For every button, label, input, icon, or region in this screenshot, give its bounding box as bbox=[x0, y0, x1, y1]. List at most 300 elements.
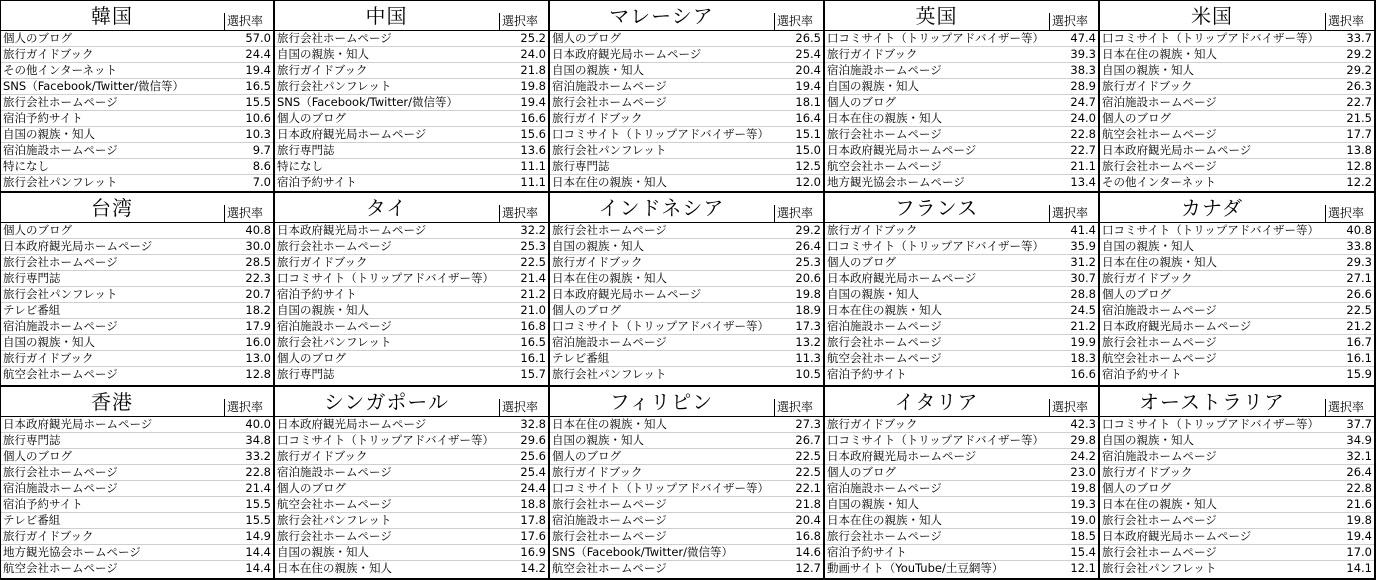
info-source-name: 自国の親族・知人 bbox=[552, 63, 644, 77]
info-source-list bbox=[275, 31, 548, 191]
selection-rate-value: 19.4 bbox=[520, 95, 546, 109]
selection-rate-value: 18.2 bbox=[245, 303, 271, 317]
country-panel bbox=[550, 387, 825, 580]
selection-rate-header: 選択率 bbox=[1325, 205, 1374, 222]
panel-header bbox=[550, 193, 823, 223]
table-row bbox=[1100, 367, 1374, 383]
table-row bbox=[550, 351, 823, 367]
selection-rate-value: 16.4 bbox=[795, 111, 821, 125]
table-row bbox=[1100, 111, 1374, 127]
selection-rate-value: 24.2 bbox=[1070, 449, 1096, 463]
selection-rate-value: 34.8 bbox=[245, 433, 271, 447]
country-panel bbox=[1100, 193, 1376, 387]
info-source-name: 宿泊施設ホームページ bbox=[277, 465, 392, 479]
table-row bbox=[1100, 175, 1374, 191]
table-row bbox=[275, 127, 548, 143]
table-row bbox=[1100, 513, 1374, 529]
selection-rate-value: 14.6 bbox=[795, 545, 821, 559]
selection-rate-value: 24.7 bbox=[1070, 95, 1096, 109]
panel-header bbox=[1, 1, 273, 31]
country-title: 英国 bbox=[915, 4, 958, 28]
selection-rate-value: 18.5 bbox=[1070, 529, 1096, 543]
country-panel bbox=[275, 193, 550, 387]
selection-rate-value: 14.4 bbox=[245, 545, 271, 559]
selection-rate-value: 10.5 bbox=[795, 367, 821, 381]
selection-rate-value: 17.6 bbox=[520, 529, 546, 543]
selection-rate-value: 25.3 bbox=[520, 239, 546, 253]
info-source-name: 特になし bbox=[3, 159, 49, 173]
country-title: フィリピン bbox=[609, 390, 714, 414]
info-source-name: 旅行会社ホームページ bbox=[277, 31, 392, 45]
selection-rate-value: 12.8 bbox=[245, 367, 271, 381]
selection-rate-value: 16.1 bbox=[520, 351, 546, 365]
table-row bbox=[1, 465, 273, 481]
info-source-name: 宿泊予約サイト bbox=[3, 497, 83, 511]
info-source-name: 日本在住の親族・知人 bbox=[827, 111, 942, 125]
info-source-name: 宿泊施設ホームページ bbox=[827, 63, 942, 77]
info-source-name: 特になし bbox=[277, 159, 323, 173]
selection-rate-value: 22.5 bbox=[520, 255, 546, 269]
table-row bbox=[275, 287, 548, 303]
info-source-name: 旅行会社ホームページ bbox=[277, 239, 392, 253]
selection-rate-value: 16.6 bbox=[520, 111, 546, 125]
selection-rate-value: 34.9 bbox=[1346, 433, 1372, 447]
table-row bbox=[550, 255, 823, 271]
info-source-name: 旅行会社ホームページ bbox=[827, 335, 942, 349]
table-row bbox=[1100, 127, 1374, 143]
info-source-name: 日本在住の親族・知人 bbox=[827, 513, 942, 527]
table-row bbox=[825, 31, 1098, 47]
panel-header bbox=[1, 387, 273, 417]
info-source-name: 旅行会社ホームページ bbox=[3, 255, 118, 269]
table-row bbox=[275, 63, 548, 79]
selection-rate-value: 26.5 bbox=[795, 31, 821, 45]
info-source-name: 個人のブログ bbox=[277, 351, 346, 365]
selection-rate-value: 13.4 bbox=[1070, 175, 1096, 189]
country-panel bbox=[0, 387, 275, 580]
selection-rate-value: 15.4 bbox=[1070, 545, 1096, 559]
table-row bbox=[1, 271, 273, 287]
info-source-name: 個人のブログ bbox=[1102, 481, 1171, 495]
country-panel bbox=[1100, 0, 1376, 193]
info-source-name: 旅行ガイドブック bbox=[1102, 79, 1193, 93]
panel-header bbox=[1100, 193, 1374, 223]
selection-rate-header: 選択率 bbox=[499, 13, 548, 30]
info-source-name: 宿泊予約サイト bbox=[3, 111, 83, 125]
table-row bbox=[1100, 481, 1374, 497]
selection-rate-value: 24.4 bbox=[520, 481, 546, 495]
selection-rate-value: 15.1 bbox=[795, 127, 821, 141]
table-row bbox=[825, 223, 1098, 239]
info-source-name: 自国の親族・知人 bbox=[552, 433, 644, 447]
selection-rate-header: 選択率 bbox=[1049, 205, 1098, 222]
table-row bbox=[1100, 303, 1374, 319]
country-panel bbox=[550, 193, 825, 387]
info-source-name: 個人のブログ bbox=[1102, 111, 1171, 125]
selection-rate-value: 30.0 bbox=[245, 239, 271, 253]
info-source-name: 口コミサイト（トリップアドバイザー等） bbox=[552, 481, 770, 495]
info-source-name: 旅行会社パンフレット bbox=[277, 79, 392, 93]
info-source-name: 旅行ガイドブック bbox=[552, 465, 643, 479]
selection-rate-value: 29.2 bbox=[1346, 63, 1372, 77]
table-row bbox=[825, 529, 1098, 545]
table-row bbox=[1100, 255, 1374, 271]
info-source-name: 旅行会社パンフレット bbox=[277, 335, 392, 349]
table-row bbox=[1, 287, 273, 303]
selection-rate-value: 16.6 bbox=[1070, 367, 1096, 381]
info-source-name: 宿泊施設ホームページ bbox=[552, 79, 667, 93]
selection-rate-value: 22.5 bbox=[795, 449, 821, 463]
table-row bbox=[1, 497, 273, 513]
table-row bbox=[825, 433, 1098, 449]
selection-rate-value: 38.3 bbox=[1070, 63, 1096, 77]
info-source-name: 自国の親族・知人 bbox=[827, 287, 919, 301]
table-row bbox=[275, 545, 548, 561]
panel-header bbox=[825, 193, 1098, 223]
table-row bbox=[550, 271, 823, 287]
selection-rate-value: 20.7 bbox=[245, 287, 271, 301]
panel-header bbox=[825, 387, 1098, 417]
table-row bbox=[275, 417, 548, 433]
info-source-name: その他インターネット bbox=[3, 63, 117, 77]
selection-rate-value: 15.6 bbox=[520, 127, 546, 141]
selection-rate-value: 19.0 bbox=[1070, 513, 1096, 527]
info-source-name: テレビ番組 bbox=[552, 351, 610, 365]
info-source-name: 日本在住の親族・知人 bbox=[827, 303, 942, 317]
table-row bbox=[825, 561, 1098, 577]
info-source-name: 日本政府観光局ホームページ bbox=[277, 223, 427, 237]
info-source-name: 旅行専門誌 bbox=[552, 159, 610, 173]
table-row bbox=[1, 303, 273, 319]
selection-rate-value: 33.8 bbox=[1346, 239, 1372, 253]
table-row bbox=[825, 111, 1098, 127]
selection-rate-value: 25.2 bbox=[520, 31, 546, 45]
info-source-name: 個人のブログ bbox=[827, 465, 896, 479]
selection-rate-value: 14.2 bbox=[520, 561, 546, 575]
table-row bbox=[275, 481, 548, 497]
info-source-name: 日本在住の親族・知人 bbox=[552, 175, 667, 189]
selection-rate-value: 19.8 bbox=[1346, 513, 1372, 527]
info-source-name: 旅行ガイドブック bbox=[827, 223, 918, 237]
table-row bbox=[550, 175, 823, 191]
table-row bbox=[275, 319, 548, 335]
selection-rate-value: 28.5 bbox=[245, 255, 271, 269]
info-source-name: 航空会社ホームページ bbox=[552, 561, 667, 575]
info-source-name: 旅行ガイドブック bbox=[277, 255, 368, 269]
selection-rate-value: 26.6 bbox=[1346, 287, 1372, 301]
table-row bbox=[275, 561, 548, 577]
selection-rate-value: 13.2 bbox=[795, 335, 821, 349]
selection-rate-value: 14.9 bbox=[245, 529, 271, 543]
info-source-name: 口コミサイト（トリップアドバイザー等） bbox=[552, 127, 770, 141]
info-source-list bbox=[825, 31, 1098, 191]
table-row bbox=[275, 95, 548, 111]
selection-rate-value: 19.8 bbox=[1070, 481, 1096, 495]
info-source-name: 旅行ガイドブック bbox=[552, 255, 643, 269]
info-source-name: 個人のブログ bbox=[277, 111, 346, 125]
selection-rate-value: 16.9 bbox=[520, 545, 546, 559]
selection-rate-value: 15.5 bbox=[245, 95, 271, 109]
selection-rate-header: 選択率 bbox=[774, 13, 823, 30]
selection-rate-value: 33.2 bbox=[245, 449, 271, 463]
info-source-list bbox=[1, 417, 273, 577]
info-source-name: 旅行会社パンフレット bbox=[277, 513, 392, 527]
info-source-name: 宿泊施設ホームページ bbox=[3, 481, 118, 495]
info-source-name: 口コミサイト（トリップアドバイザー等） bbox=[277, 271, 495, 285]
selection-rate-value: 32.1 bbox=[1346, 449, 1372, 463]
table-row bbox=[550, 465, 823, 481]
table-row bbox=[275, 255, 548, 271]
table-row bbox=[275, 513, 548, 529]
selection-rate-value: 47.4 bbox=[1070, 31, 1096, 45]
selection-rate-value: 21.4 bbox=[520, 271, 546, 285]
info-source-name: テレビ番組 bbox=[3, 303, 61, 317]
info-source-list bbox=[825, 417, 1098, 577]
panel-header bbox=[275, 387, 548, 417]
selection-rate-value: 22.1 bbox=[795, 481, 821, 495]
table-row bbox=[1, 223, 273, 239]
table-row bbox=[1, 481, 273, 497]
selection-rate-value: 21.5 bbox=[1346, 111, 1372, 125]
info-source-name: 自国の親族・知人 bbox=[1102, 433, 1194, 447]
table-row bbox=[1, 367, 273, 383]
info-source-name: 日本政府観光局ホームページ bbox=[552, 47, 702, 61]
selection-rate-value: 29.3 bbox=[1346, 255, 1372, 269]
country-panel bbox=[0, 193, 275, 387]
info-source-name: 旅行会社ホームページ bbox=[1102, 159, 1217, 173]
info-source-name: 日本在住の親族・知人 bbox=[552, 271, 667, 285]
info-source-name: 自国の親族・知人 bbox=[277, 545, 369, 559]
info-source-name: 旅行会社パンフレット bbox=[3, 287, 118, 301]
table-row bbox=[1, 175, 273, 191]
table-row bbox=[1100, 433, 1374, 449]
table-row bbox=[825, 497, 1098, 513]
info-source-name: 旅行専門誌 bbox=[3, 433, 61, 447]
info-source-name: 自国の親族・知人 bbox=[3, 335, 95, 349]
table-row bbox=[550, 433, 823, 449]
selection-rate-value: 15.9 bbox=[1346, 367, 1372, 381]
info-source-name: 自国の親族・知人 bbox=[827, 79, 919, 93]
info-source-name: SNS（Facebook/Twitter/微信等） bbox=[277, 95, 459, 109]
selection-rate-header: 選択率 bbox=[774, 205, 823, 222]
info-source-name: 旅行会社ホームページ bbox=[827, 127, 942, 141]
info-source-name: 宿泊施設ホームページ bbox=[1102, 95, 1217, 109]
table-row bbox=[1, 449, 273, 465]
info-source-name: 個人のブログ bbox=[552, 449, 621, 463]
info-source-name: 旅行専門誌 bbox=[277, 367, 335, 381]
table-row bbox=[1, 159, 273, 175]
selection-rate-value: 26.4 bbox=[1346, 465, 1372, 479]
selection-rate-value: 26.4 bbox=[795, 239, 821, 253]
table-row bbox=[1100, 287, 1374, 303]
info-source-name: 旅行会社ホームページ bbox=[277, 529, 392, 543]
selection-rate-value: 42.3 bbox=[1070, 417, 1096, 431]
info-source-name: 自国の親族・知人 bbox=[1102, 239, 1194, 253]
selection-rate-value: 21.6 bbox=[1346, 497, 1372, 511]
selection-rate-value: 29.8 bbox=[1070, 433, 1096, 447]
table-row bbox=[1, 545, 273, 561]
info-source-name: 日本政府観光局ホームページ bbox=[277, 417, 427, 431]
info-source-name: 旅行ガイドブック bbox=[3, 47, 94, 61]
selection-rate-value: 40.8 bbox=[245, 223, 271, 237]
selection-rate-value: 14.4 bbox=[245, 561, 271, 575]
info-source-name: 宿泊施設ホームページ bbox=[3, 143, 118, 157]
selection-rate-value: 22.7 bbox=[1346, 95, 1372, 109]
selection-rate-value: 29.2 bbox=[1346, 47, 1372, 61]
selection-rate-value: 57.0 bbox=[245, 31, 271, 45]
table-row bbox=[550, 239, 823, 255]
country-title: 中国 bbox=[365, 4, 408, 28]
info-source-name: 個人のブログ bbox=[552, 31, 621, 45]
table-row bbox=[1, 31, 273, 47]
country-title: 韓国 bbox=[91, 4, 133, 28]
selection-rate-value: 39.3 bbox=[1070, 47, 1096, 61]
table-row bbox=[275, 497, 548, 513]
selection-rate-value: 19.4 bbox=[1346, 529, 1372, 543]
info-source-name: 旅行専門誌 bbox=[3, 271, 61, 285]
table-row bbox=[275, 223, 548, 239]
selection-rate-value: 25.4 bbox=[795, 47, 821, 61]
country-title: オーストラリア bbox=[1139, 390, 1285, 414]
info-source-name: 旅行会社パンフレット bbox=[552, 143, 667, 157]
table-row bbox=[275, 465, 548, 481]
table-row bbox=[1100, 417, 1374, 433]
selection-rate-value: 24.5 bbox=[1070, 303, 1096, 317]
table-row bbox=[1, 143, 273, 159]
info-source-name: 旅行ガイドブック bbox=[277, 449, 368, 463]
info-source-name: 口コミサイト（トリップアドバイザー等） bbox=[827, 239, 1045, 253]
info-source-name: 日本政府観光局ホームページ bbox=[827, 271, 977, 285]
table-row bbox=[825, 239, 1098, 255]
selection-rate-value: 22.3 bbox=[245, 271, 271, 285]
selection-rate-value: 32.2 bbox=[520, 223, 546, 237]
selection-rate-header: 選択率 bbox=[499, 399, 548, 416]
table-row bbox=[1, 513, 273, 529]
selection-rate-value: 12.0 bbox=[795, 175, 821, 189]
selection-rate-value: 19.4 bbox=[245, 63, 271, 77]
selection-rate-value: 22.5 bbox=[795, 465, 821, 479]
panel-header bbox=[550, 1, 823, 31]
selection-rate-value: 40.8 bbox=[1346, 223, 1372, 237]
table-row bbox=[550, 529, 823, 545]
country-panel bbox=[1100, 387, 1376, 580]
table-row bbox=[825, 159, 1098, 175]
table-row bbox=[550, 287, 823, 303]
info-source-name: 日本政府観光局ホームページ bbox=[552, 287, 702, 301]
table-row bbox=[550, 95, 823, 111]
table-row bbox=[550, 31, 823, 47]
info-source-name: 旅行会社ホームページ bbox=[1102, 513, 1217, 527]
country-title: 台湾 bbox=[91, 196, 133, 220]
info-source-name: 航空会社ホームページ bbox=[277, 497, 392, 511]
selection-rate-header: 選択率 bbox=[224, 399, 273, 416]
selection-rate-value: 40.0 bbox=[245, 417, 271, 431]
table-row bbox=[825, 351, 1098, 367]
table-row bbox=[1, 79, 273, 95]
info-source-name: 口コミサイト（トリップアドバイザー等） bbox=[552, 319, 770, 333]
info-source-name: 口コミサイト（トリップアドバイザー等） bbox=[1102, 417, 1320, 431]
selection-rate-value: 19.8 bbox=[520, 79, 546, 93]
info-source-name: 地方観光協会ホームページ bbox=[3, 545, 141, 559]
selection-rate-value: 13.6 bbox=[520, 143, 546, 157]
info-source-name: 旅行会社ホームページ bbox=[827, 529, 942, 543]
info-source-name: 口コミサイト（トリップアドバイザー等） bbox=[1102, 31, 1320, 45]
table-row bbox=[1, 417, 273, 433]
table-row bbox=[825, 127, 1098, 143]
table-row bbox=[275, 47, 548, 63]
selection-rate-value: 20.4 bbox=[795, 513, 821, 527]
selection-rate-value: 32.8 bbox=[520, 417, 546, 431]
table-row bbox=[275, 111, 548, 127]
panel-header bbox=[275, 193, 548, 223]
info-source-name: 宿泊予約サイト bbox=[827, 545, 907, 559]
country-panel bbox=[0, 0, 275, 193]
table-row bbox=[1100, 223, 1374, 239]
info-source-name: 日本政府観光局ホームページ bbox=[827, 143, 977, 157]
info-source-name: 個人のブログ bbox=[3, 223, 72, 237]
table-row bbox=[1, 319, 273, 335]
table-row bbox=[550, 481, 823, 497]
selection-rate-value: 12.7 bbox=[795, 561, 821, 575]
selection-rate-value: 24.0 bbox=[1070, 111, 1096, 125]
selection-rate-value: 19.8 bbox=[795, 287, 821, 301]
info-source-list bbox=[1100, 223, 1374, 383]
selection-rate-value: 15.0 bbox=[795, 143, 821, 157]
table-row bbox=[275, 79, 548, 95]
info-source-name: 旅行会社パンフレット bbox=[1102, 561, 1217, 575]
table-row bbox=[550, 513, 823, 529]
selection-rate-value: 27.1 bbox=[1346, 271, 1372, 285]
selection-rate-value: 17.9 bbox=[245, 319, 271, 333]
selection-rate-value: 22.5 bbox=[1346, 303, 1372, 317]
info-source-name: 口コミサイト（トリップアドバイザー等） bbox=[277, 433, 495, 447]
info-source-name: 自国の親族・知人 bbox=[552, 239, 644, 253]
table-row bbox=[550, 223, 823, 239]
selection-rate-value: 22.8 bbox=[1070, 127, 1096, 141]
table-row bbox=[275, 159, 548, 175]
table-row bbox=[550, 303, 823, 319]
info-source-name: 航空会社ホームページ bbox=[827, 351, 942, 365]
table-row bbox=[1, 335, 273, 351]
selection-rate-value: 11.1 bbox=[520, 175, 546, 189]
selection-rate-value: 15.5 bbox=[245, 513, 271, 527]
info-source-name: 自国の親族・知人 bbox=[1102, 63, 1194, 77]
table-row bbox=[550, 143, 823, 159]
info-source-name: 宿泊予約サイト bbox=[827, 367, 907, 381]
panel-header bbox=[1100, 1, 1374, 31]
info-source-name: 宿泊施設ホームページ bbox=[552, 513, 667, 527]
selection-rate-value: 24.4 bbox=[245, 47, 271, 61]
selection-rate-header: 選択率 bbox=[1049, 399, 1098, 416]
table-row bbox=[825, 287, 1098, 303]
table-row bbox=[1100, 79, 1374, 95]
selection-rate-value: 12.2 bbox=[1346, 175, 1372, 189]
table-row bbox=[550, 335, 823, 351]
info-source-name: テレビ番組 bbox=[3, 513, 61, 527]
table-row bbox=[275, 449, 548, 465]
selection-rate-value: 21.1 bbox=[1070, 159, 1096, 173]
selection-rate-value: 21.0 bbox=[520, 303, 546, 317]
info-source-name: 日本在住の親族・知人 bbox=[552, 417, 667, 431]
country-panel bbox=[825, 193, 1100, 387]
table-row bbox=[550, 47, 823, 63]
selection-rate-value: 11.3 bbox=[795, 351, 821, 365]
table-row bbox=[550, 159, 823, 175]
selection-rate-value: 12.1 bbox=[1070, 561, 1096, 575]
country-panel bbox=[275, 387, 550, 580]
table-row bbox=[1100, 561, 1374, 577]
selection-rate-value: 19.3 bbox=[1070, 497, 1096, 511]
